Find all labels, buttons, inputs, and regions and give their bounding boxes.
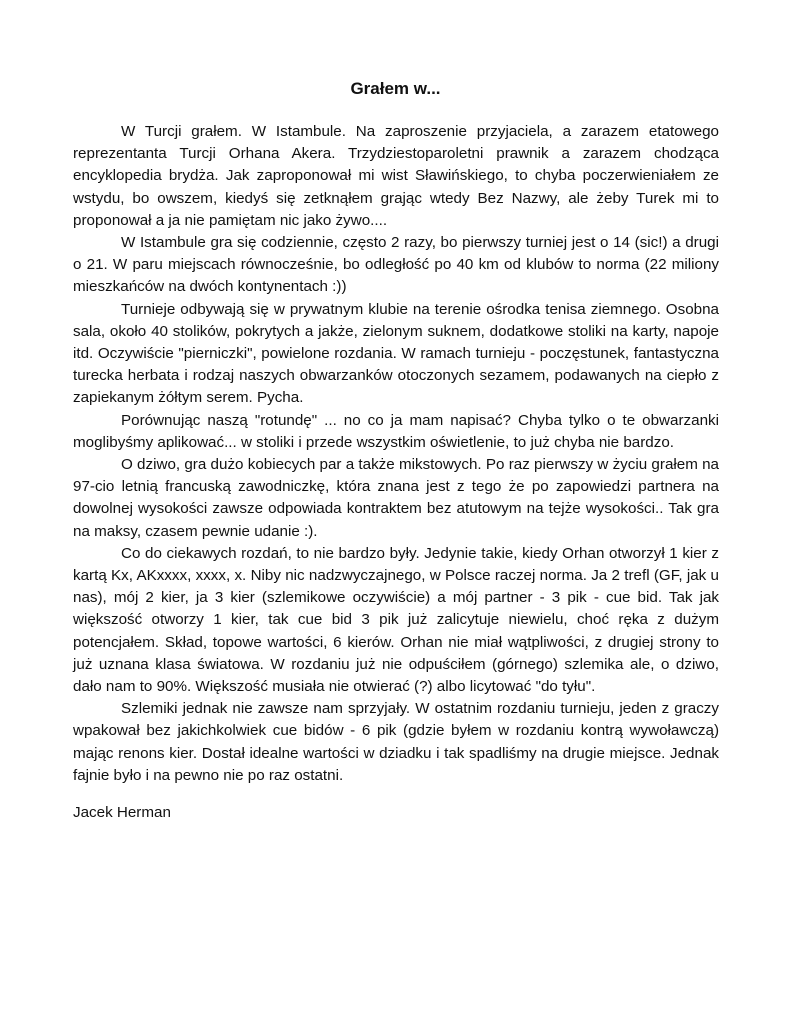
paragraph-4: Porównując naszą "rotundę" ... no co ja mam napisać? Chyba tylko o te obwarzanki moglibyśmy aplikować... w stoliki i przede wszystkim oświetlenie, to już chyba nie bardzo. <box>73 411 719 451</box>
paragraph-7: Szlemiki jednak nie zawsze nam sprzyjały. W ostatnim rozdaniu turnieju, jeden z graczy wpakował bez jakichkolwiek cue bidów - 6 pik (gdzie byłem w rozdaniu kontrą wywoławczą) mając renons kier. Dostał idealne wartości w dziadku i tak spadliśmy na drugie miejsce. Jednak fajnie było i na pewno nie po raz ostatni. <box>73 700 719 784</box>
page-title: Grałem w... <box>350 79 441 98</box>
paragraph-2: W Istambule gra się codziennie, często 2 razy, bo pierwszy turniej jest o 14 (sic!) a drugi o 21. W paru miejscach równocześnie, bo odległość po 40 km od klubów to norma (22 miliony mieszkańców na dwóch kontynentach :)) <box>73 234 719 296</box>
paragraph-3: Turnieje odbywają się w prywatnym klubie na terenie ośrodka tenisa ziemnego. Osobna sala, około 40 stolików, pokrytych a jakże, zielonym suknem, dodatkowe stoliki na karty, napoje itd. Oczywiście "pierniczki", powielone rozdania. W ramach turnieju - poczęstunek, fantastyczna turecka herbata i rodzaj naszych obwarzanków otoczonych sezamem, podawanych na ciepło z zapiekanym żółtym serem. Pycha. <box>73 300 719 407</box>
author-signature: Jacek Herman <box>73 804 171 821</box>
paragraph-5: O dziwo, gra dużo kobiecych par a także mikstowych. Po raz pierwszy w życiu grałem na 97-cio letnią francuską zawodniczkę, która znana jest z tego że po zapowiedzi partnera na dowolnej wysokości zawsze odpowiada kontraktem bez atutowym na tejże wysokości.. Tak gra na maksy, czasem pewnie udanie :). <box>73 456 719 540</box>
paragraph-6: Co do ciekawych rozdań, to nie bardzo były. Jedynie takie, kiedy Orhan otworzył 1 kier z kartą Kx, AKxxxx, xxxx, x. Niby nic nadzwyczajnego, w Polsce raczej norma. Ja 2 trefl (GF, jak u nas), mój 2 kier, ja 3 kier (szlemikowe oczywiście) a mój partner - 3 pik - cue bid. Tak jak większość otworzy 1 kier, tak cue bid 3 pik już zalicytuje niewielu, choć ręka z dużym potencjałem. Skład, topowe wartości, 6 kierów. Orhan nie miał wątpliwości, z drugiej strony to już uznana klasa światowa. W rozdaniu już nie odpuściłem (górnego) szlemika ale, o dziwo, dało nam to 90%. Większość musiała nie otwierać (?) albo licytować "do tyłu". <box>73 544 719 696</box>
article-body <box>73 121 719 787</box>
paragraph-1: W Turcji grałem. W Istambule. Na zaproszenie przyjaciela, a zarazem etatowego reprezentanta Turcji Orhana Akera. Trzydziestoparoletni prawnik a zarazem chodząca encyklopedia brydża. Jak zaproponował mi wist Sławińskiego, to chyba poczerwieniałem ze wstydu, bo owszem, kiedyś się zetknąłem grając wtedy Bez Nazwy, ale żeby Turek mi to proponował a ja nie pamiętam nic jako żywo.... <box>73 123 719 229</box>
